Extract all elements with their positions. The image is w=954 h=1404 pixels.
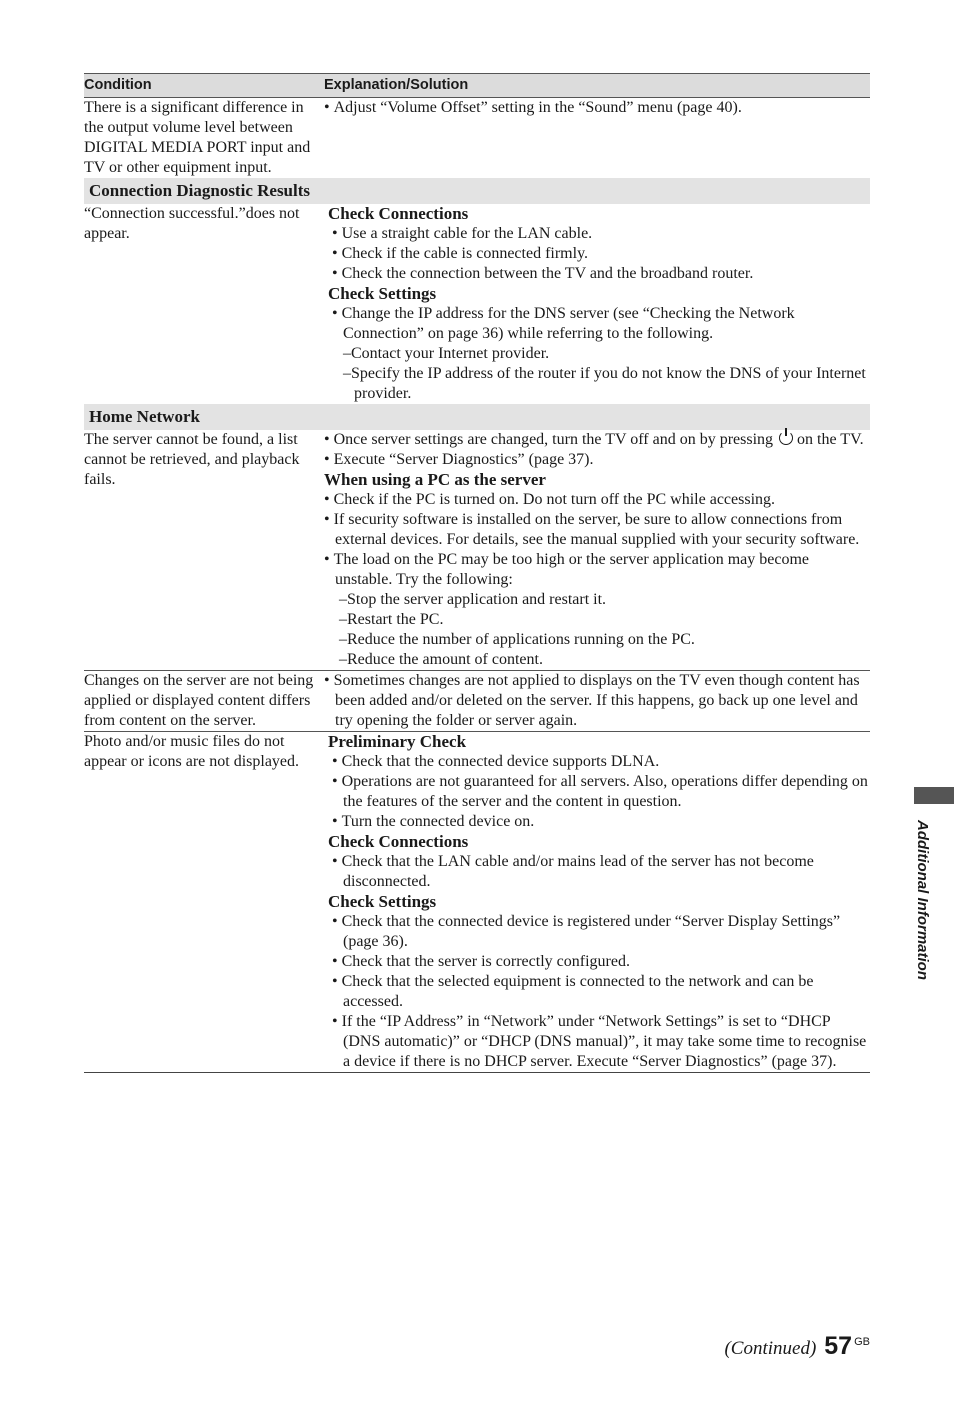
bullet-item: • Execute “Server Diagnostics” (page 37). (324, 450, 870, 470)
bullet-text: Once server settings are changed, turn the TV off and on by pressing (333, 431, 774, 448)
bullet-item: • Change the IP address for the DNS server (see “Checking the Network Connection” on page 36) while referring to the following. (328, 304, 870, 344)
table-row-connection (84, 204, 870, 404)
explanation-header: Explanation/Solution (324, 74, 870, 98)
bullet-item: • Check that the connected device is registered under “Server Display Settings” (page 36). (328, 912, 870, 952)
bullet-item: • Check the connection between the TV and the broadband router. (328, 264, 870, 284)
subheading: When using a PC as the server (324, 470, 546, 489)
dash-item: – Reduce the amount of content. (324, 650, 870, 670)
section-title: Home Network (84, 404, 870, 430)
bullet-item: • Check that the connected device supports DLNA. (328, 752, 870, 772)
solution-cell (324, 671, 870, 732)
dash-item: – Contact your Internet provider. (328, 344, 870, 364)
power-icon (779, 431, 793, 445)
table-row-volume (84, 98, 870, 179)
bullet-item: • Check that the server is correctly configured. (328, 952, 870, 972)
side-tab-marker (914, 787, 954, 804)
dash-item: – Restart the PC. (324, 610, 870, 630)
bullet-text: on the TV. (797, 431, 864, 448)
solution-cell (324, 430, 870, 671)
dash-item: – Specify the IP address of the router if you do not know the DNS of your Internet provider. (328, 364, 870, 404)
dash-item: – Reduce the number of applications running on the PC. (324, 630, 870, 650)
bullet-item: • Turn the connected device on. (328, 812, 870, 832)
solution-block (324, 732, 870, 1072)
dash-item: – Stop the server application and restart it. (324, 590, 870, 610)
table-row-server (84, 430, 870, 671)
bullet-item: • If security software is installed on the server, be sure to allow connections from external devices. For details, see the manual supplied with your security software. (324, 510, 870, 550)
continued-label: (Continued) (724, 1338, 817, 1359)
solution-block (324, 204, 870, 404)
bullet-item: • If the “IP Address” in “Network” under “Network Settings” is set to “DHCP (DNS automatic)” or “DHCP (DNS manual)”, it may take some time to recognise a device if there is no DHCP server. Execute “Server Diagnostics” (page 37). (328, 1012, 870, 1072)
condition-cell: There is a significant difference in the output volume level between DIGITAL MEDIA PORT input and TV or other equipment input. (84, 99, 311, 176)
bullet-item: • Operations are not guaranteed for all servers. Also, operations differ depending on the features of the server and the content in question. (328, 772, 870, 812)
solution-cell (324, 204, 870, 404)
bullet-item: • Check that the selected equipment is connected to the network and can be accessed. (328, 972, 870, 1012)
table-header-row (84, 74, 870, 98)
side-section-label: Additional Information (914, 820, 931, 980)
page-region-suffix: GB (854, 1336, 870, 1348)
solution-cell (324, 732, 870, 1073)
bullet-item: • Check if the cable is connected firmly. (328, 244, 870, 264)
subheading: Check Connections (328, 832, 469, 851)
section-title: Connection Diagnostic Results (84, 178, 870, 204)
bullet-item: • The load on the PC may be too high or the server application may become unstable. Try the following: (324, 550, 870, 590)
condition-cell: “Connection successful.”does not appear. (84, 205, 300, 242)
bullet-item: • Check that the LAN cable and/or mains lead of the server has not become disconnected. (328, 852, 870, 892)
subheading: Preliminary Check (328, 732, 467, 751)
subheading: Check Connections (328, 204, 469, 223)
bullet-item (324, 430, 870, 450)
table-row-photo (84, 732, 870, 1073)
page-footer (724, 1332, 870, 1361)
condition-header: Condition (84, 74, 324, 98)
subheading: Check Settings (328, 284, 437, 303)
bullet-item: • Sometimes changes are not applied to displays on the TV even though content has been added and/or deleted on the server. If this happens, go back up one level and try opening the folder or server again. (324, 671, 870, 731)
table-row-changes (84, 671, 870, 732)
section-row-connection (84, 178, 870, 204)
subheading: Check Settings (328, 892, 437, 911)
condition-cell: The server cannot be found, a list cannot be retrieved, and playback fails. (84, 430, 324, 671)
section-row-home-network (84, 404, 870, 430)
solution-cell (324, 98, 870, 179)
condition-cell: Changes on the server are not being applied or displayed content differs from content on the server. (84, 671, 324, 732)
bullet-item: • Check if the PC is turned on. Do not turn off the PC while accessing. (324, 490, 870, 510)
page-number: 57 (824, 1332, 853, 1360)
bullet-item: • Adjust “Volume Offset” setting in the “Sound” menu (page 40). (324, 98, 870, 118)
bullet-item: • Use a straight cable for the LAN cable. (328, 224, 870, 244)
troubleshooting-table (84, 73, 870, 1073)
condition-cell: Photo and/or music files do not appear or icons are not displayed. (84, 732, 324, 1073)
